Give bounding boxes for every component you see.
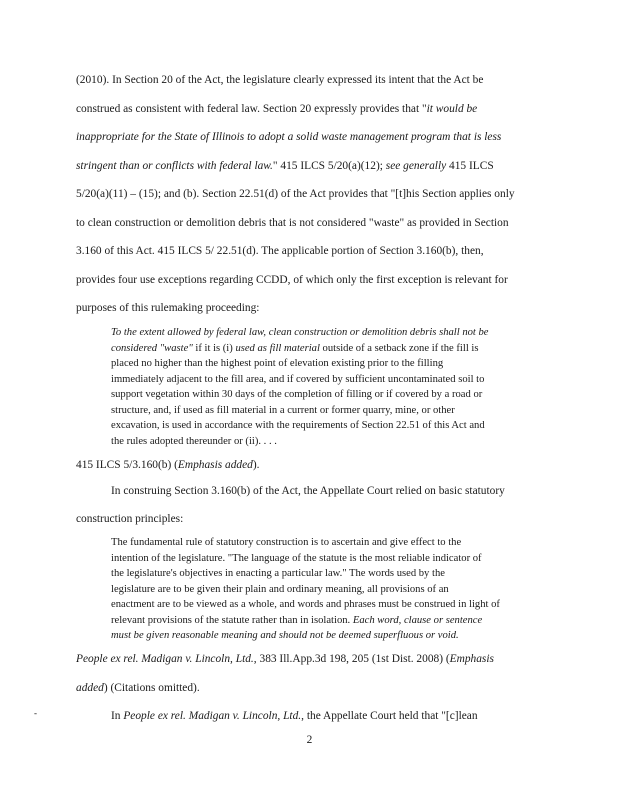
block-quote-line xyxy=(111,418,551,434)
text-run: legislature are to be given their plain and ordinary meaning, all provisions of an xyxy=(111,584,449,595)
text-run: placed no higher than the highest point of elevation existing prior to the filling xyxy=(111,358,444,369)
text-run: structure, and, if used as fill material in a current or former quarry, mine, or other xyxy=(111,405,455,416)
block-quote-line xyxy=(111,434,551,450)
block-quote-line xyxy=(111,628,551,644)
block-quote-line xyxy=(111,597,551,613)
block-quote-line xyxy=(111,356,551,372)
text-run: " 415 ILCS 5/20(a)(12); xyxy=(272,160,386,172)
italic-text-run: Each word, clause or sentence xyxy=(352,615,483,626)
block-quote-line xyxy=(111,582,551,598)
text-run: support vegetation within 30 days of the completion of filling or if covered by a road or xyxy=(111,389,483,400)
text-run: construction principles: xyxy=(76,513,184,525)
block-quote-line xyxy=(111,403,551,419)
text-run: , the Appellate Court held that "[c]lean xyxy=(301,710,478,722)
italic-text-run: it would be xyxy=(426,103,478,115)
text-run: 415 ILCS 5/3.160(b) ( xyxy=(76,459,178,471)
text-run: to clean construction or demolition debris that is not considered "waste" as provided in Section xyxy=(76,217,509,229)
italic-text-run: Emphasis added xyxy=(177,459,253,471)
italic-text-run: added xyxy=(76,682,104,694)
body-line xyxy=(76,273,508,287)
italic-text-run: considered "waste" xyxy=(111,343,193,354)
text-run: In construing Section 3.160(b) of the Act, the Appellate Court relied on basic statutory xyxy=(111,485,505,497)
block-quote-line xyxy=(111,566,551,582)
italic-text-run: To the extent allowed by federal law, clean construction or demolition debris shall not be xyxy=(111,327,489,338)
italic-text-run: stringent than or conflicts with federal law. xyxy=(76,160,273,172)
block-quote-line xyxy=(111,325,551,341)
text-run: 5/20(a)(11) – (15); and (b). Section 22.51(d) of the Act provides that "[t]his Section applies only xyxy=(76,188,515,200)
text-run: The fundamental rule of statutory construction is to ascertain and give effect to the xyxy=(111,537,462,548)
citation-line xyxy=(76,652,494,666)
text-run: 3.160 of this Act. 415 ILCS 5/ 22.51(d). The applicable portion of Section 3.160(b), then, xyxy=(76,245,484,257)
body-line xyxy=(111,709,478,723)
italic-text-run: see generally xyxy=(385,160,447,172)
text-run: outside of a setback zone if the fill is xyxy=(319,343,479,354)
italic-text-run: must be given reasonable meaning and should not be deemed superfluous or void. xyxy=(111,630,459,641)
body-line xyxy=(76,73,483,87)
body-line xyxy=(76,216,509,230)
text-run: enactment are to be viewed as a whole, and words and phrases must be construed in light of xyxy=(111,599,500,610)
text-run: ) (Citations omitted). xyxy=(103,682,200,694)
body-line xyxy=(76,512,183,526)
italic-text-run: Emphasis xyxy=(449,653,494,665)
italic-text-run: People ex rel. Madigan v. Lincoln, Ltd. xyxy=(123,710,302,722)
block-quote-line xyxy=(111,613,551,629)
italic-text-run: used as fill material xyxy=(235,343,320,354)
text-run: In xyxy=(111,710,124,722)
text-run: ). xyxy=(252,459,260,471)
text-run: provides four use exceptions regarding CCDD, of which only the first exception is relevant for xyxy=(76,274,508,286)
text-run: intention of the legislature. "The language of the statute is the most reliable indicator of xyxy=(111,553,482,564)
block-quote-line xyxy=(111,341,551,357)
text-run: construed as consistent with federal law. Section 20 expressly provides that " xyxy=(76,103,427,115)
block-quote-line xyxy=(111,551,551,567)
text-run: excavation, is used in accordance with the requirements of Section 22.51 of this Act and xyxy=(111,420,485,431)
italic-text-run: People ex rel. Madigan v. Lincoln, Ltd. xyxy=(76,653,254,665)
text-run: the legislature's objectives in enacting a particular law." The words used by the xyxy=(111,568,445,579)
body-line xyxy=(76,130,501,144)
text-run: immediately adjacent to the fill area, and if covered by sufficient uncontaminated soil to xyxy=(111,374,485,385)
body-line xyxy=(76,187,515,201)
body-line xyxy=(111,484,505,498)
text-run: , 383 Ill.App.3d 198, 205 (1st Dist. 2008) ( xyxy=(253,653,450,665)
text-run: 415 ILCS xyxy=(446,160,494,172)
citation-line xyxy=(76,458,260,472)
block-quote-line xyxy=(111,387,551,403)
body-line xyxy=(76,244,484,258)
body-line xyxy=(76,159,494,173)
text-run: purposes of this rulemaking proceeding: xyxy=(76,302,260,314)
italic-text-run: inappropriate for the State of Illinois to adopt a solid waste management program that is less xyxy=(76,131,502,143)
text-run: (2010). In Section 20 of the Act, the legislature clearly expressed its intent that the Act be xyxy=(76,74,484,86)
block-quote-line xyxy=(111,372,551,388)
block-quote-line xyxy=(111,535,551,551)
margin-mark: - xyxy=(34,708,37,718)
text-run: relevant provisions of the statute rather than in isolation. xyxy=(111,615,353,626)
text-run: if it is (i) xyxy=(192,343,236,354)
citation-line xyxy=(76,681,200,695)
body-line xyxy=(76,301,259,315)
body-line xyxy=(76,102,477,116)
page-number: 2 xyxy=(306,734,313,746)
text-run: the rules adopted thereunder or (ii). . . . xyxy=(111,436,277,447)
